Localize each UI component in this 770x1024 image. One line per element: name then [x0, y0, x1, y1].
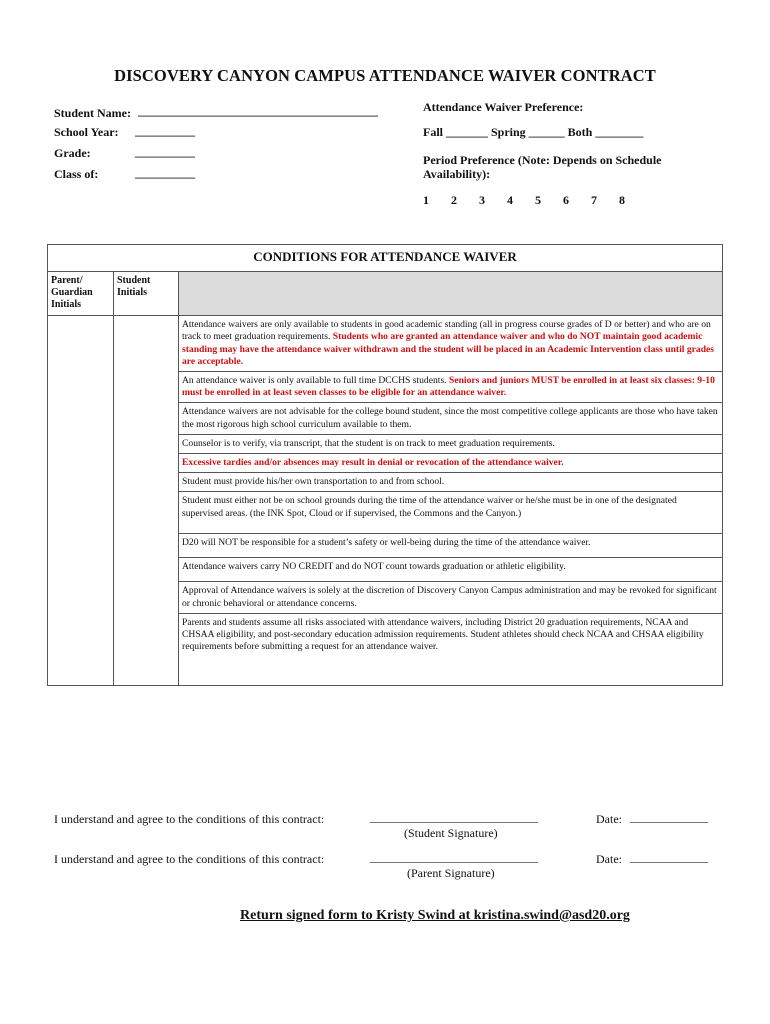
- parent-initials-header: Parent/ Guardian Initials: [48, 272, 114, 316]
- return-instructions: Return signed form to Kristy Swind at kristina.swind@asd20.org: [240, 908, 630, 923]
- parent-date-line[interactable]: _____________: [630, 850, 708, 864]
- school-year-field[interactable]: __________: [135, 124, 195, 138]
- condition-text: Approval of Attendance waivers is solely at the discretion of Discovery Canyon Campus administration and may be revoked for significant or chronic behavioral or attendance concerns.: [179, 582, 723, 613]
- student-signature-caption: (Student Signature): [404, 826, 498, 840]
- period-2[interactable]: 2: [451, 193, 457, 207]
- parent-signature-line[interactable]: ____________________________: [370, 850, 538, 864]
- condition-text: Attendance waivers are not advisable for the college bound student, since the most competitive college applicants are those who have taken the most rigorous high school curriculum available to them.: [179, 403, 723, 434]
- condition-text: Attendance waivers carry NO CREDIT and do NOT count towards graduation or athletic eligibility.: [179, 558, 723, 582]
- student-date-label: Date:: [596, 812, 622, 826]
- period-6[interactable]: 6: [563, 193, 569, 207]
- period-1[interactable]: 1: [423, 193, 429, 207]
- semester-choice-field[interactable]: Fall _______ Spring ______ Both ________: [423, 125, 644, 139]
- parent-agree-text: I understand and agree to the conditions of this contract:: [54, 852, 325, 866]
- parent-initials-column[interactable]: [48, 316, 114, 686]
- shaded-header-cell: [179, 272, 723, 316]
- condition-text: Parents and students assume all risks associated with attendance waivers, including District 20 graduation requirements, NCAA and CHSAA eligibility, and post-secondary education admission requirements. Student athletes should check NCAA and CHSAA eligibility requirements before submitting a request for an attendance waiver.: [179, 613, 723, 685]
- period-4[interactable]: 4: [507, 193, 513, 207]
- parent-signature-caption: (Parent Signature): [407, 866, 495, 880]
- condition-text: D20 will NOT be responsible for a student’s safety or well-being during the time of the attendance waiver.: [179, 534, 723, 558]
- period-3[interactable]: 3: [479, 193, 485, 207]
- conditions-header: CONDITIONS FOR ATTENDANCE WAIVER: [48, 245, 723, 272]
- class-of-field[interactable]: __________: [135, 166, 195, 180]
- student-initials-header: Student Initials: [114, 272, 179, 316]
- condition-row: [48, 316, 723, 372]
- student-name-field[interactable]: ________________________________________: [138, 104, 378, 118]
- condition-text: Excessive tardies and/or absences may result in denial or revocation of the attendance waiver.: [179, 454, 723, 473]
- class-of-label: Class of:: [54, 167, 99, 181]
- student-date-line[interactable]: _____________: [630, 810, 708, 824]
- student-agree-text: I understand and agree to the conditions of this contract:: [54, 812, 325, 826]
- student-initials-column[interactable]: [114, 316, 179, 686]
- period-preference-label: Period Preference (Note: Depends on Schedule Availability):: [423, 153, 662, 181]
- condition-text: Student must either not be on school grounds during the time of the attendance waiver or he/she must be in one of the designated supervised areas. (the INK Spot, Cloud or if supervised, the Commons and the Canyon.): [179, 492, 723, 534]
- period-8[interactable]: 8: [619, 193, 625, 207]
- conditions-table: [47, 244, 723, 686]
- grade-field[interactable]: __________: [135, 145, 195, 159]
- condition-text: Attendance waivers are only available to students in good academic standing (all in progress course grades of D or better) and who are on track to meet graduation requirements. Students who are granted an attendance waiver and who do NOT maintain good academic standing may have the attendance waiver withdrawn and the student will be placed in an Academic Intervention class until grades are acceptable.: [179, 316, 723, 372]
- condition-text: Student must provide his/her own transportation to and from school.: [179, 473, 723, 492]
- condition-text: Counselor is to verify, via transcript, that the student is on track to meet graduation requirements.: [179, 434, 723, 453]
- period-7[interactable]: 7: [591, 193, 597, 207]
- waiver-preference-label: Attendance Waiver Preference:: [423, 100, 584, 114]
- parent-date-label: Date:: [596, 852, 622, 866]
- grade-label: Grade:: [54, 146, 91, 160]
- condition-text: An attendance waiver is only available to full time DCCHS students. Seniors and juniors MUST be enrolled in at least six classes: 9-10 must be enrolled in at least seven classes to be eligible for an attendance waiver.: [179, 372, 723, 403]
- student-name-label: Student Name:: [54, 106, 131, 120]
- school-year-label: School Year:: [54, 125, 119, 139]
- form-title: DISCOVERY CANYON CAMPUS ATTENDANCE WAIVER CONTRACT: [114, 66, 656, 85]
- student-signature-line[interactable]: ____________________________: [370, 810, 538, 824]
- period-5[interactable]: 5: [535, 193, 541, 207]
